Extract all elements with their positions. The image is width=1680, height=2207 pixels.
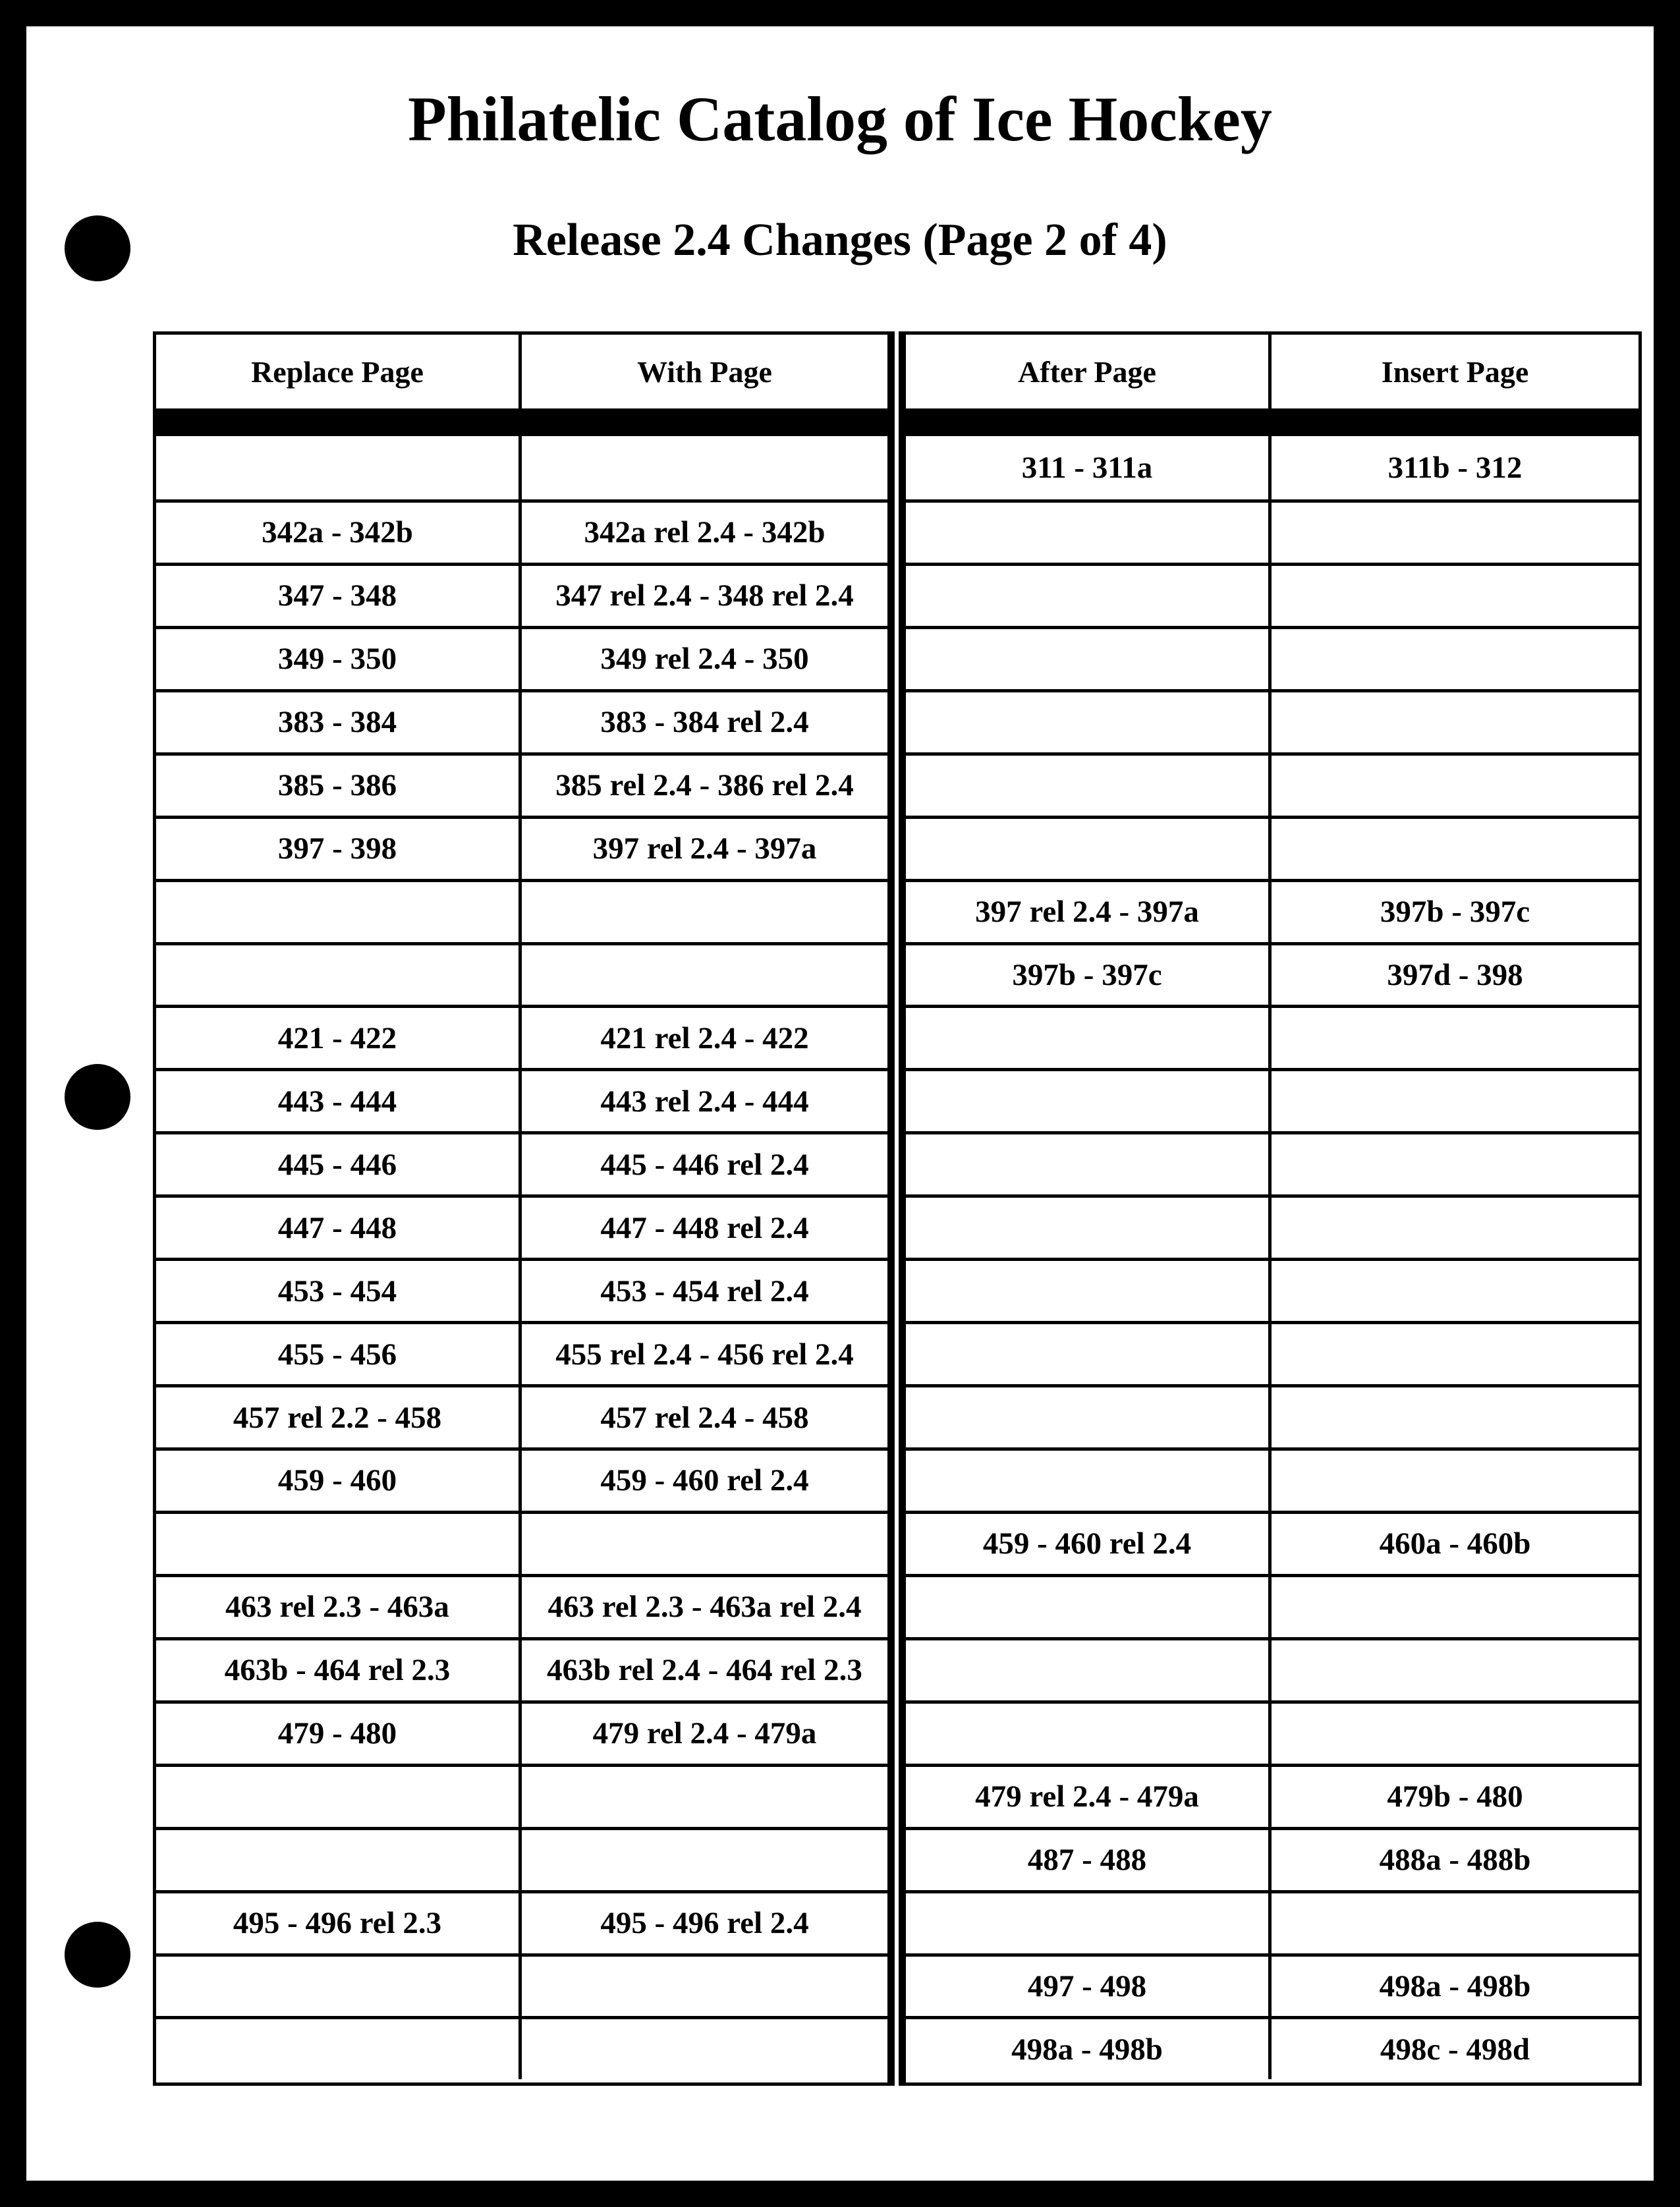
table-row <box>156 689 887 752</box>
table-cell <box>906 819 1272 879</box>
table-cell: 495 - 496 rel 2.3 <box>156 1893 522 1953</box>
table-row <box>156 626 887 689</box>
table-cell <box>1272 629 1638 689</box>
table-row <box>156 563 887 626</box>
table-cell <box>522 945 887 1005</box>
table-row <box>906 1574 1638 1637</box>
table-cell: 311b - 312 <box>1387 450 1523 485</box>
table-row <box>906 1447 1638 1511</box>
table-cell: 445 - 446 <box>156 1134 522 1194</box>
table-cell <box>906 1577 1272 1637</box>
table-cell: 347 - 348 <box>156 566 522 626</box>
table-row <box>156 1447 887 1511</box>
table-cell: 349 - 350 <box>156 629 522 689</box>
table-cell <box>156 1830 522 1890</box>
table-header-row <box>906 335 1638 408</box>
binder-hole-top <box>65 215 130 281</box>
table-cell: 488a - 488b <box>1379 1843 1531 1878</box>
table-cell <box>522 1767 887 1827</box>
table-cell: 457 rel 2.2 - 458 <box>156 1387 522 1447</box>
table-cell: 397 rel 2.4 - 397a <box>592 831 817 866</box>
table-cell: 397b - 397c <box>1380 895 1530 930</box>
table-cell: 463 rel 2.3 - 463a <box>156 1577 522 1637</box>
table-cell: 349 rel 2.4 - 350 <box>600 642 809 677</box>
table-cell: 459 - 460 rel 2.4 <box>906 1514 1272 1574</box>
table-row <box>906 436 1638 499</box>
table-row <box>906 1511 1638 1574</box>
table-cell: 455 - 456 <box>156 1324 522 1384</box>
table-cell <box>1272 1640 1638 1700</box>
table-cell: 397 rel 2.4 - 397a <box>906 882 1272 942</box>
replace-table <box>153 331 891 2086</box>
table-cell <box>156 1767 522 1827</box>
table-cell: 347 rel 2.4 - 348 rel 2.4 <box>555 578 854 613</box>
binder-hole-bottom <box>65 1922 130 1988</box>
table-cell <box>522 1830 887 1890</box>
table-cell: 457 rel 2.4 - 458 <box>600 1400 809 1435</box>
table-cell: 397b - 397c <box>906 945 1272 1005</box>
table-row <box>906 942 1638 1005</box>
header-insert-page: Insert Page <box>1381 354 1529 389</box>
table-cell <box>156 1514 522 1574</box>
table-cell <box>156 2019 522 2079</box>
table-row <box>906 1321 1638 1384</box>
table-row <box>906 1637 1638 1700</box>
table-cell <box>906 1704 1272 1764</box>
table-cell <box>522 1957 887 2017</box>
table-cell <box>906 1324 1272 1384</box>
table-cell: 385 rel 2.4 - 386 rel 2.4 <box>555 768 854 803</box>
table-cell: 498a - 498b <box>1379 1969 1531 2003</box>
table-cell <box>906 1134 1272 1194</box>
table-cell <box>1272 1008 1638 1068</box>
table-cell <box>906 692 1272 752</box>
table-row <box>156 1384 887 1447</box>
table-cell: 453 - 454 <box>156 1261 522 1321</box>
table-row <box>156 1511 887 1574</box>
header-rule <box>156 408 887 436</box>
table-cell <box>1272 1451 1638 1511</box>
table-row <box>906 1005 1638 1068</box>
table-cell <box>1272 566 1638 626</box>
table-row <box>156 1827 887 1890</box>
table-cell <box>522 436 887 499</box>
table-cell <box>1272 1261 1638 1321</box>
table-cell <box>906 1198 1272 1258</box>
table-cell: 447 - 448 <box>156 1198 522 1258</box>
table-row <box>906 1764 1638 1827</box>
table-cell <box>906 1008 1272 1068</box>
table-cell: 342a - 342b <box>156 503 522 563</box>
table-cell <box>1272 1134 1638 1194</box>
table-cell: 479 - 480 <box>156 1704 522 1764</box>
table-body <box>906 436 1638 2079</box>
header-with-page: With Page <box>637 354 772 389</box>
table-cell: 498c - 498d <box>1380 2032 1530 2067</box>
table-cell: 479 rel 2.4 - 479a <box>592 1716 817 1751</box>
table-cell: 498a - 498b <box>906 2019 1272 2079</box>
table-cell: 443 rel 2.4 - 444 <box>600 1084 809 1119</box>
table-row <box>156 752 887 816</box>
table-row <box>906 1827 1638 1890</box>
table-cell: 383 - 384 <box>156 692 522 752</box>
table-cell <box>522 2019 887 2079</box>
table-cell: 455 rel 2.4 - 456 rel 2.4 <box>555 1337 854 1372</box>
table-row <box>906 2016 1638 2079</box>
table-row <box>906 816 1638 879</box>
table-cell: 311 - 311a <box>906 436 1272 499</box>
table-cell <box>1272 1324 1638 1384</box>
table-cell <box>906 503 1272 563</box>
table-cell <box>156 1957 522 2017</box>
table-row <box>906 626 1638 689</box>
table-cell: 479b - 480 <box>1387 1779 1523 1814</box>
table-cell <box>906 1261 1272 1321</box>
table-row <box>156 1700 887 1764</box>
table-row <box>156 1764 887 1827</box>
table-cell <box>906 1640 1272 1700</box>
binder-hole-middle <box>65 1064 130 1130</box>
table-cell <box>156 945 522 1005</box>
table-row <box>156 2016 887 2079</box>
table-cell: 463b rel 2.4 - 464 rel 2.3 <box>547 1653 862 1688</box>
table-body <box>156 436 887 2079</box>
table-cell <box>156 436 522 499</box>
table-row <box>156 1637 887 1700</box>
table-row <box>906 1384 1638 1447</box>
header-rule <box>906 408 1638 436</box>
table-cell: 397 - 398 <box>156 819 522 879</box>
table-row <box>156 879 887 942</box>
table-row <box>906 499 1638 563</box>
header-replace-page: Replace Page <box>156 335 522 408</box>
document-subtitle: Release 2.4 Changes (Page 2 of 4) <box>513 215 1167 265</box>
table-cell: 479 rel 2.4 - 479a <box>906 1767 1272 1827</box>
table-row <box>156 499 887 563</box>
table-cell <box>1272 819 1638 879</box>
table-cell <box>1272 1198 1638 1258</box>
table-cell: 445 - 446 rel 2.4 <box>600 1147 809 1182</box>
table-row <box>906 1890 1638 1953</box>
table-row <box>906 1953 1638 2017</box>
document-title: Philatelic Catalog of Ice Hockey <box>408 84 1272 154</box>
table-row <box>156 1890 887 1953</box>
table-row <box>906 1131 1638 1194</box>
table-cell: 487 - 488 <box>906 1830 1272 1890</box>
table-row <box>156 1194 887 1258</box>
table-row <box>906 1700 1638 1764</box>
table-cell: 385 - 386 <box>156 756 522 816</box>
table-row <box>156 1131 887 1194</box>
table-cell: 463b - 464 rel 2.3 <box>156 1640 522 1700</box>
table-cell <box>906 1071 1272 1131</box>
table-cell: 497 - 498 <box>906 1957 1272 2017</box>
table-row <box>906 1194 1638 1258</box>
table-cell: 460a - 460b <box>1379 1526 1531 1561</box>
table-row <box>906 879 1638 942</box>
table-cell <box>1272 1577 1638 1637</box>
table-row <box>906 1258 1638 1321</box>
table-row <box>156 1574 887 1637</box>
table-cell <box>522 882 887 942</box>
table-row <box>156 816 887 879</box>
table-row <box>156 436 887 499</box>
table-row <box>156 1068 887 1131</box>
table-cell <box>906 566 1272 626</box>
table-cell <box>1272 1704 1638 1764</box>
table-cell: 383 - 384 rel 2.4 <box>600 705 809 740</box>
table-cell: 447 - 448 rel 2.4 <box>600 1210 809 1245</box>
table-cell: 421 - 422 <box>156 1008 522 1068</box>
table-cell: 443 - 444 <box>156 1071 522 1131</box>
table-cell <box>906 1893 1272 1953</box>
table-cell <box>1272 503 1638 563</box>
table-cell: 459 - 460 rel 2.4 <box>600 1463 809 1498</box>
table-cell <box>1272 756 1638 816</box>
table-cell <box>906 1387 1272 1447</box>
table-cell <box>1272 1071 1638 1131</box>
header-after-page: After Page <box>906 335 1272 408</box>
table-cell <box>1272 692 1638 752</box>
table-cell <box>906 1451 1272 1511</box>
table-row <box>906 689 1638 752</box>
table-cell <box>906 629 1272 689</box>
insert-table <box>903 331 1642 2086</box>
table-row <box>156 1258 887 1321</box>
table-cell <box>1272 1893 1638 1953</box>
table-row <box>156 1005 887 1068</box>
table-row <box>156 1953 887 2017</box>
table-cell: 459 - 460 <box>156 1451 522 1511</box>
table-cell <box>1272 1387 1638 1447</box>
table-cell <box>522 1514 887 1574</box>
table-cell: 421 rel 2.4 - 422 <box>600 1020 809 1055</box>
table-cell: 397d - 398 <box>1387 957 1523 992</box>
table-cell: 453 - 454 rel 2.4 <box>600 1273 809 1308</box>
table-header-row <box>156 335 887 408</box>
table-row <box>906 1068 1638 1131</box>
document-page <box>26 26 1654 2181</box>
table-row <box>156 942 887 1005</box>
table-cell: 342a rel 2.4 - 342b <box>584 515 826 550</box>
table-row <box>156 1321 887 1384</box>
table-cell <box>906 756 1272 816</box>
table-row <box>906 752 1638 816</box>
double-divider <box>891 331 903 2086</box>
table-cell: 495 - 496 rel 2.4 <box>600 1906 809 1941</box>
table-cell <box>156 882 522 942</box>
table-row <box>906 563 1638 626</box>
table-cell: 463 rel 2.3 - 463a rel 2.4 <box>547 1590 862 1625</box>
